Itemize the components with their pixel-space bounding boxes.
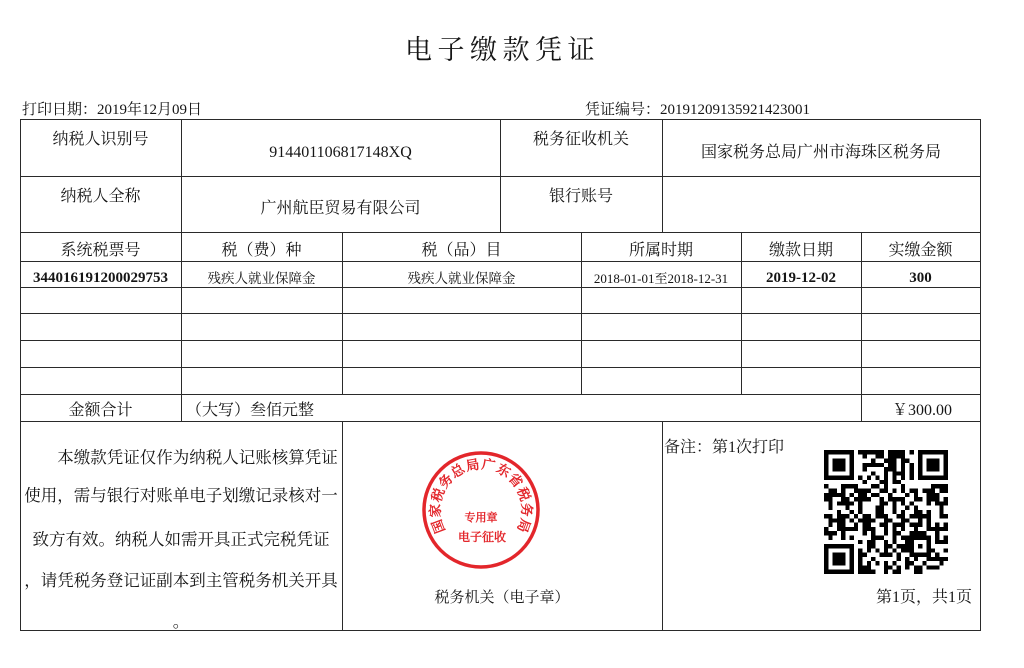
column-header: 实缴金额: [888, 242, 953, 259]
document-title: 电子缴款凭证: [405, 35, 600, 65]
total-label: 金额合计: [68, 402, 133, 419]
stamp-caption: 税务机关（电子章）: [434, 590, 570, 606]
column-header: 缴款日期: [768, 242, 833, 259]
print-date-value: 2019年12月09日: [97, 102, 203, 118]
paid-amount: 300: [909, 270, 932, 286]
taxpayer-id-value: 914401106817148XQ: [269, 144, 412, 161]
remark: [664, 439, 784, 457]
amount-in-words-value: 叁佰元整: [250, 402, 315, 419]
tax-type: 残疾人就业保障金: [207, 271, 316, 286]
seal-ring-text-path: 国家税务总局广东省税务局: [427, 456, 535, 536]
notice-line: 。: [172, 612, 190, 631]
grid-line-h: [20, 261, 981, 262]
grid-line-h: [20, 340, 981, 341]
grid-line-h: [20, 394, 981, 395]
tax-item: 残疾人就业保障金: [407, 271, 516, 286]
notice-line: 致方有效。纳税人如需开具正式完税凭证: [32, 530, 330, 549]
seal-bottom-text: 电子征收: [457, 530, 507, 544]
grid-line-v: [861, 232, 862, 421]
tax-authority-value: 国家税务总局广州市海珠区税务局: [700, 144, 941, 161]
amount-in-words: [186, 402, 314, 420]
grid-line-h: [20, 367, 981, 368]
bank-account-label: 银行账号: [548, 188, 613, 205]
payment-date: 2019-12-02: [766, 270, 836, 286]
page-info: 第1页，共1页: [875, 589, 972, 606]
qr-code: [824, 450, 948, 574]
ticket-number: 344016191200029753: [33, 270, 168, 286]
taxpayer-name-label: 纳税人全称: [60, 188, 141, 205]
amount-in-words-label: （大写）: [186, 402, 251, 419]
tax-period: 2018-01-01至2018-12-31: [593, 271, 729, 286]
print-date-label: 打印日期：: [22, 102, 98, 118]
taxpayer-id-label: 纳税人识别号: [52, 131, 149, 148]
tax-authority-label: 税务征收机关: [532, 131, 629, 148]
grid-line-h: [20, 421, 981, 422]
grid-line-h: [20, 232, 981, 233]
notice-line: ，请凭税务登记证副本到主管税务机关开具: [24, 571, 338, 590]
taxpayer-name-value: 广州航臣贸易有限公司: [260, 200, 421, 217]
remark-text: 第1次打印: [712, 439, 785, 456]
official-seal: [421, 450, 541, 570]
total-amount: ￥300.00: [891, 402, 952, 419]
notice-line: 使用，需与银行对账单电子划缴记录核对一: [24, 486, 338, 505]
notice-line: 本缴款凭证仅作为纳税人记账核算凭证: [57, 448, 338, 467]
voucher-number-value: 20191209135921423001: [660, 102, 811, 118]
print-date: [22, 101, 202, 119]
grid-line-h: [20, 287, 981, 288]
column-header: 税（品）目: [421, 242, 502, 259]
voucher-number: [585, 101, 810, 119]
voucher-number-label: 凭证编号：: [585, 102, 661, 118]
grid-line-v: [980, 119, 981, 631]
grid-line-h: [20, 313, 981, 314]
seal-center-text: 专用章: [464, 511, 498, 524]
grid-line-v: [662, 119, 663, 232]
column-header: 税（费）种: [221, 242, 302, 259]
remark-label: 备注：: [664, 439, 713, 456]
column-header: 系统税票号: [60, 242, 141, 259]
qr-modules: [824, 450, 948, 574]
column-header: 所属时期: [628, 242, 693, 259]
